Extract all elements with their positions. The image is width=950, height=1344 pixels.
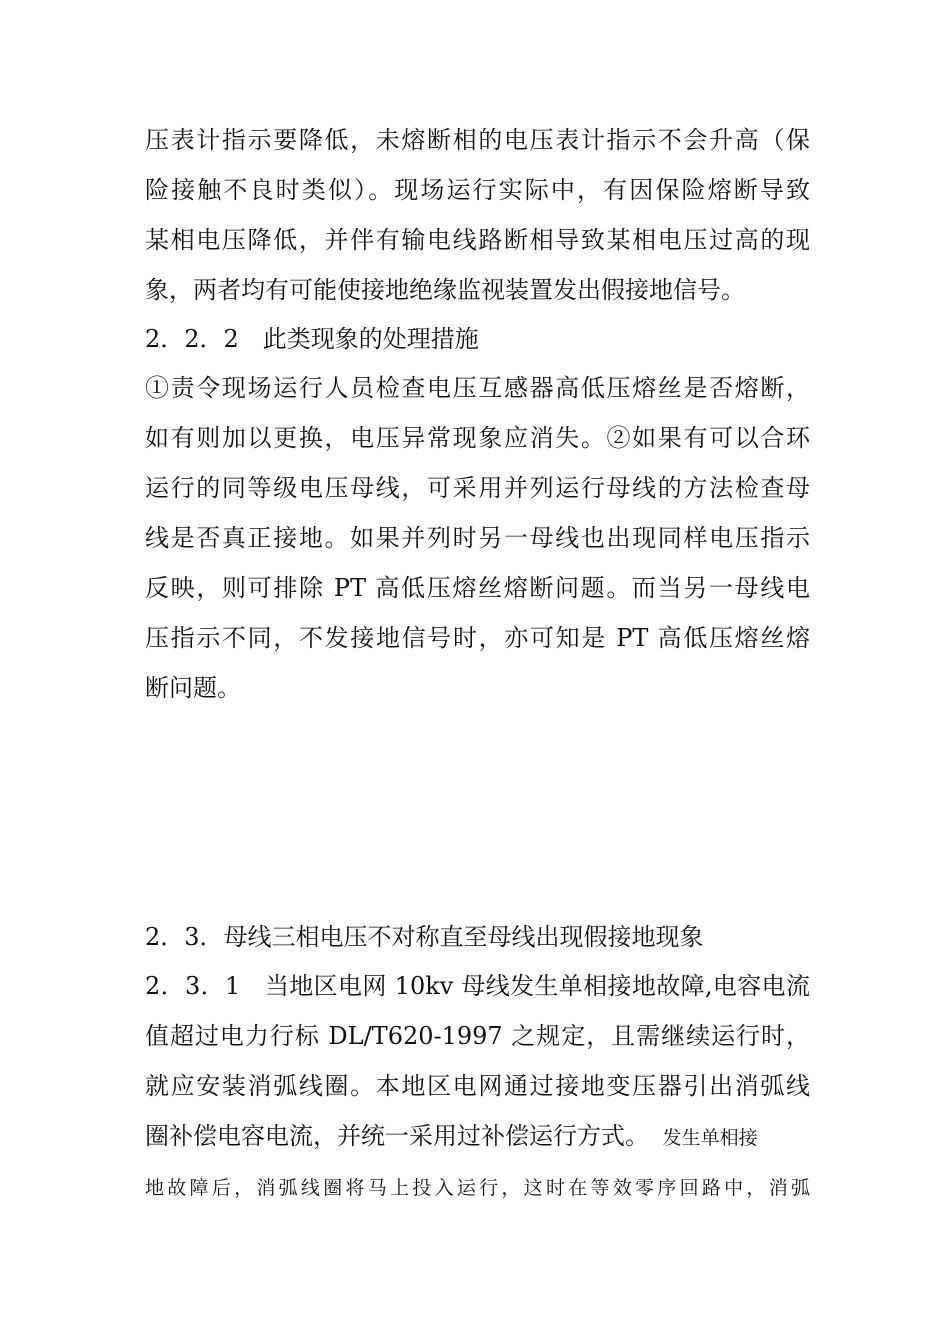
paragraph-line: 2．3．1 当地区电网 10kv 母线发生单相接地故障,电容电流 bbox=[145, 972, 810, 1000]
paragraph-line: 就应安装消弧线圈。本地区电网通过接地变压器引出消弧线 bbox=[145, 1072, 810, 1100]
paragraph-line: 象，两者均有可能使接地绝缘监视装置发出假接地信号。 bbox=[145, 276, 745, 304]
paragraph-line bbox=[145, 1121, 810, 1153]
section-heading: 2．2．2 此类现象的处理措施 bbox=[145, 325, 479, 353]
paragraph-line: 险接触不良时类似）。现场运行实际中，有因保险熔断导致 bbox=[145, 176, 810, 204]
paragraph-line: 运行的同等级电压母线，可采用并列运行母线的方法检查母 bbox=[145, 474, 810, 502]
paragraph-line-main: 圈补偿电容电流，并统一采用过补偿运行方式。 bbox=[145, 1122, 649, 1150]
paragraph-line: 反映，则可排除 PT 高低压熔丝熔断问题。而当另一母线电 bbox=[145, 574, 810, 602]
paragraph-line-tail: 发生单相接 bbox=[662, 1127, 758, 1149]
paragraph-line: 压指示不同，不发接地信号时，亦可知是 PT 高低压熔丝熔 bbox=[145, 624, 810, 652]
paragraph-line: 压表计指示要降低，未熔断相的电压表计指示不会升高（保 bbox=[145, 126, 810, 154]
section-heading: 2．3．母线三相电压不对称直至母线出现假接地现象 bbox=[145, 923, 704, 951]
paragraph-line: ①责令现场运行人员检查电压互感器高低压熔丝是否熔断， bbox=[145, 374, 810, 402]
paragraph-line: 某相电压降低，并伴有输电线路断相导致某相电压过高的现 bbox=[145, 226, 810, 254]
paragraph-line: 值超过电力行标 DL/T620-1997 之规定，且需继续运行时， bbox=[145, 1022, 810, 1050]
paragraph-line: 如有则加以更换，电压异常现象应消失。②如果有可以合环 bbox=[145, 424, 810, 452]
paragraph-line: 地故障后，消弧线圈将马上投入运行，这时在等效零序回路中，消弧 bbox=[145, 1177, 810, 1199]
paragraph-line: 断问题。 bbox=[145, 674, 241, 702]
paragraph-line: 线是否真正接地。如果并列时另一母线也出现同样电压指示 bbox=[145, 524, 810, 552]
